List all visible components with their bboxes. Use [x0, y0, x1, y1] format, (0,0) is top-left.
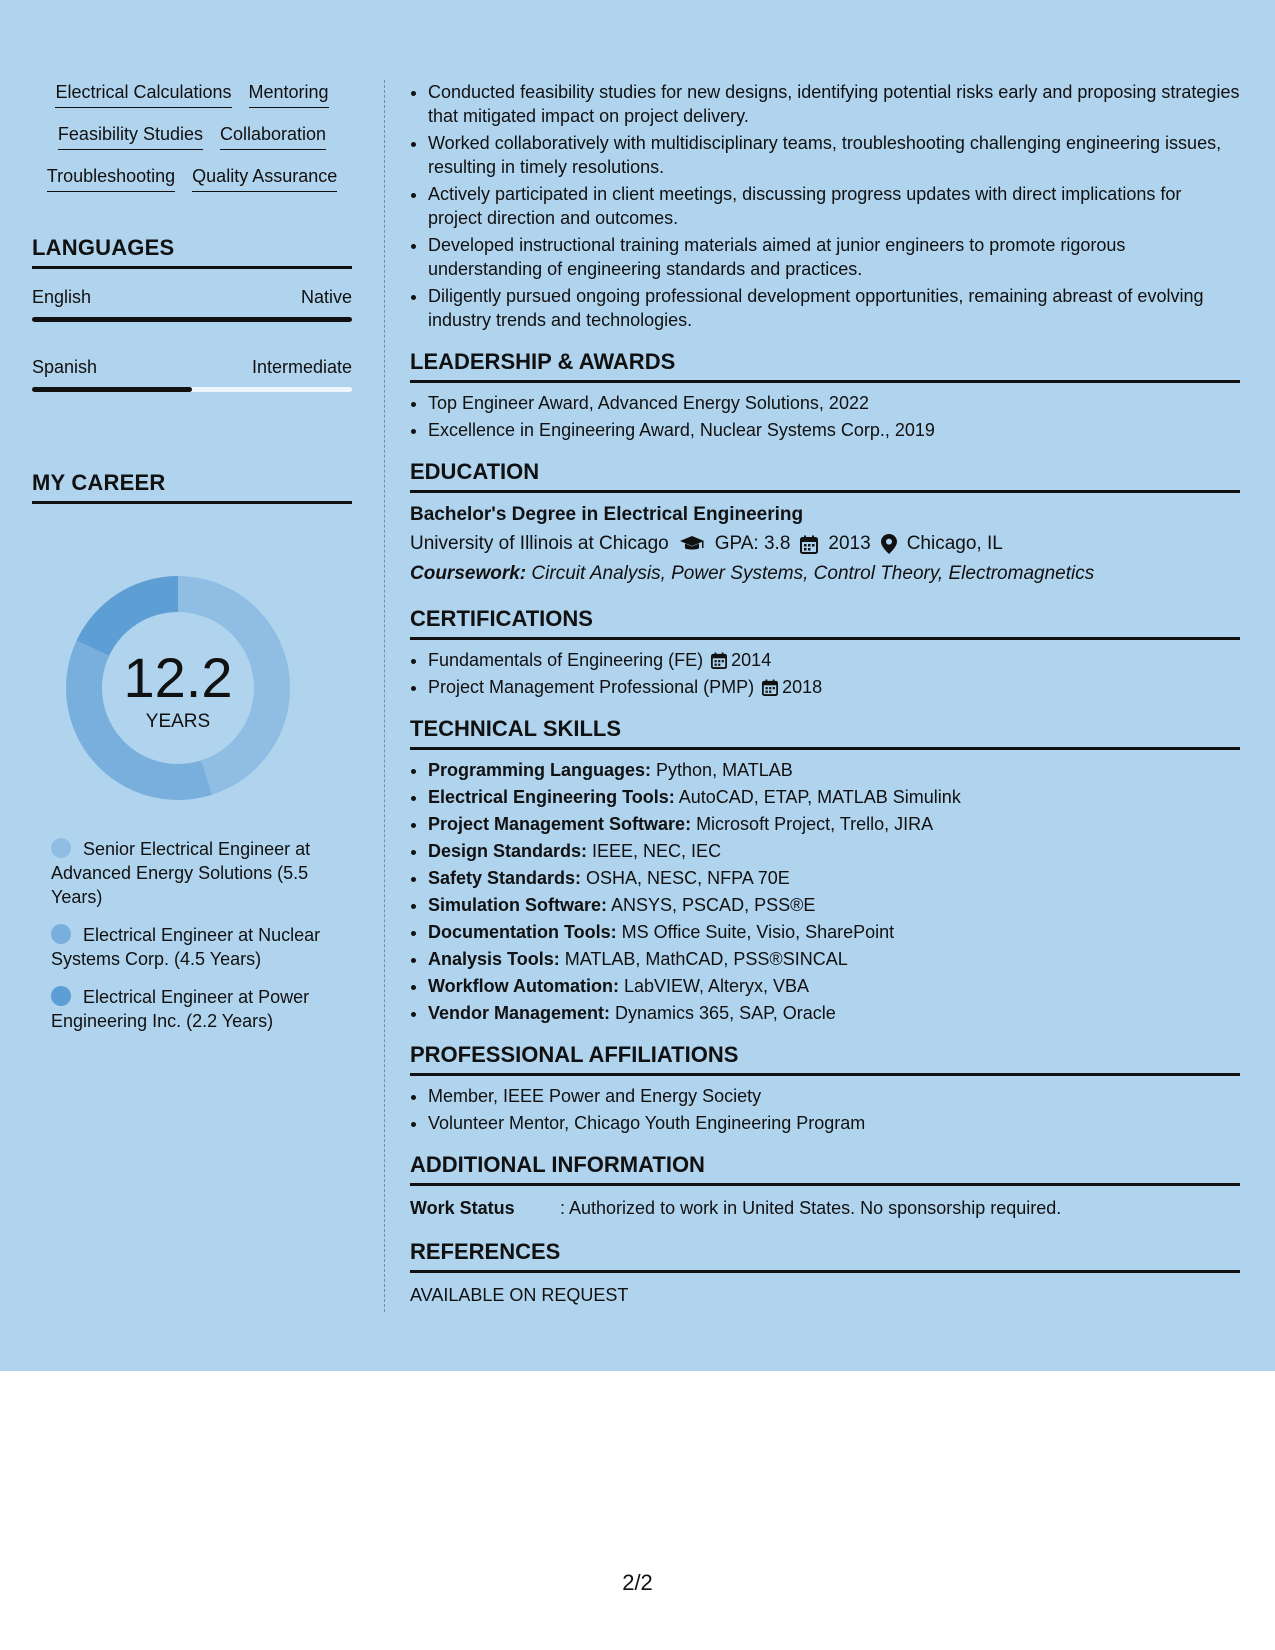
additional-info-title: ADDITIONAL INFORMATION	[410, 1151, 1240, 1186]
career-item	[51, 923, 331, 971]
language-name: English	[32, 287, 92, 307]
left-column	[32, 80, 352, 1031]
column-divider	[384, 80, 385, 1312]
language-bar-fill	[32, 387, 192, 392]
skill-tag: Mentoring	[249, 80, 329, 108]
technical-skill-item	[428, 866, 1240, 890]
language-row	[32, 355, 352, 379]
certification-year: 2014	[731, 650, 772, 670]
leadership-title: LEADERSHIP & AWARDS	[410, 348, 1240, 383]
education-school: University of Illinois at Chicago	[410, 533, 669, 554]
technical-skill-item	[428, 839, 1240, 863]
technical-skill-label: Project Management Software:	[428, 814, 692, 834]
technical-skill-label: Documentation Tools:	[428, 922, 617, 942]
career-years-unit: YEARS	[145, 711, 211, 732]
skill-tag: Feasibility Studies	[58, 122, 203, 150]
experience-bullet: • Developed instructional training materials aimed at junior engineers to promote rigorous understanding of engineering standards and practices.	[428, 233, 1240, 281]
education-coursework	[410, 559, 1240, 589]
technical-skill-item	[428, 893, 1240, 917]
language-row	[32, 285, 352, 309]
right-column	[410, 80, 1240, 1309]
technical-skill-label: Electrical Engineering Tools:	[428, 787, 675, 807]
career-title: MY CAREER	[32, 469, 352, 504]
education-location: Chicago, IL	[906, 533, 1003, 554]
technical-skills-list	[410, 758, 1240, 1025]
technical-skill-label: Simulation Software:	[428, 895, 608, 915]
career-list	[51, 837, 331, 1047]
technical-skill-value: Dynamics 365, SAP, Oracle	[610, 1003, 836, 1023]
languages-title: LANGUAGES	[32, 234, 352, 269]
technical-skills-title: TECHNICAL SKILLS	[410, 715, 1240, 750]
certification-name: • Project Management Professional (PMP)	[428, 677, 755, 697]
language-level: Intermediate	[251, 357, 352, 377]
skill-tags	[32, 80, 352, 192]
experience-bullets	[410, 80, 1240, 332]
work-status-value: : Authorized to work in United States. No sponsorship required.	[560, 1198, 1062, 1218]
certification-item	[428, 675, 1240, 699]
calendar-icon	[711, 652, 727, 669]
affiliations-list	[410, 1084, 1240, 1135]
experience-bullet: • Diligently pursued ongoing professional development opportunities, remaining abreast of evolving industry trends and technologies.	[428, 284, 1240, 332]
education-title: EDUCATION	[410, 458, 1240, 493]
career-item	[51, 985, 331, 1033]
technical-skill-value: MS Office Suite, Visio, SharePoint	[616, 922, 895, 942]
education-year: 2013	[828, 533, 871, 554]
affiliations-title: PROFESSIONAL AFFILIATIONS	[410, 1041, 1240, 1076]
certifications-title: CERTIFICATIONS	[410, 605, 1240, 640]
career-item-label: Electrical Engineer at Power Engineering Inc. (2.2 Years)	[51, 987, 310, 1031]
language-bar-fill	[32, 317, 352, 322]
technical-skill-value: OSHA, NESC, NFPA 70E	[581, 868, 790, 888]
references-text: AVAILABLE ON REQUEST	[410, 1285, 629, 1305]
language-name: Spanish	[32, 357, 98, 377]
leadership-item: • Excellence in Engineering Award, Nuclear Systems Corp., 2019	[428, 418, 1240, 442]
technical-skill-label: Safety Standards:	[428, 868, 582, 888]
skill-tag: Electrical Calculations	[55, 80, 231, 108]
leadership-list	[410, 391, 1240, 442]
references-title: REFERENCES	[410, 1238, 1240, 1273]
education-gpa: GPA: 3.8	[714, 533, 791, 554]
technical-skill-value: Microsoft Project, Trello, JIRA	[691, 814, 934, 834]
calendar-icon	[762, 679, 778, 696]
technical-skill-value: AutoCAD, ETAP, MATLAB Simulink	[674, 787, 961, 807]
experience-bullet: • Actively participated in client meetings, discussing progress updates with direct implications for project direction and outcomes.	[428, 182, 1240, 230]
technical-skill-value: LabVIEW, Alteryx, VBA	[618, 976, 810, 996]
page-number: 2/2	[622, 1570, 653, 1595]
technical-skill-item	[428, 785, 1240, 809]
language-bar	[32, 387, 352, 392]
coursework-label: Coursework:	[410, 563, 527, 584]
affiliation-item: • Volunteer Mentor, Chicago Youth Engineering Program	[428, 1111, 1240, 1135]
career-section	[32, 469, 352, 504]
technical-skill-item	[428, 1001, 1240, 1025]
career-legend-dot	[51, 838, 71, 858]
career-item-label: Electrical Engineer at Nuclear Systems Corp. (4.5 Years)	[51, 925, 321, 969]
experience-bullet: • Conducted feasibility studies for new designs, identifying potential risks early and proposing strategies that mitigated impact on project delivery.	[428, 80, 1240, 128]
language-bar	[32, 317, 352, 322]
education-degree: Bachelor's Degree in Electrical Engineering	[410, 504, 804, 525]
technical-skill-item	[428, 920, 1240, 944]
skill-tag: Troubleshooting	[47, 164, 175, 192]
experience-bullet: • Worked collaboratively with multidisciplinary teams, troubleshooting challenging engineering issues, resulting in timely resolutions.	[428, 131, 1240, 179]
affiliation-item: • Member, IEEE Power and Energy Society	[428, 1084, 1240, 1108]
technical-skill-label: Design Standards:	[428, 841, 588, 861]
technical-skill-value: IEEE, NEC, IEC	[587, 841, 722, 861]
skill-tag: Collaboration	[220, 122, 326, 150]
career-total-years: 12.2	[123, 646, 233, 709]
career-donut-label	[66, 576, 290, 800]
technical-skill-label: Analysis Tools:	[428, 949, 560, 969]
skill-tag: Quality Assurance	[192, 164, 337, 192]
graduation-cap-icon	[679, 535, 705, 553]
leadership-item: • Top Engineer Award, Advanced Energy Solutions, 2022	[428, 391, 1240, 415]
career-legend-dot	[51, 986, 71, 1006]
technical-skill-item	[428, 758, 1240, 782]
language-level: Native	[300, 287, 352, 307]
career-item-label: Senior Electrical Engineer at Advanced Energy Solutions (5.5 Years)	[51, 839, 311, 907]
location-pin-icon	[881, 534, 897, 554]
technical-skill-item	[428, 812, 1240, 836]
technical-skill-label: Vendor Management:	[428, 1003, 611, 1023]
calendar-icon	[800, 535, 818, 554]
career-legend-dot	[51, 924, 71, 944]
certification-year: 2018	[782, 677, 823, 697]
technical-skill-value: Python, MATLAB	[651, 760, 793, 780]
work-status-row	[410, 1194, 1240, 1222]
technical-skill-item	[428, 974, 1240, 998]
technical-skill-item	[428, 947, 1240, 971]
career-item	[51, 837, 331, 909]
coursework-value: Circuit Analysis, Power Systems, Control Theory, Electromagnetics	[526, 563, 1095, 584]
technical-skill-value: ANSYS, PSCAD, PSS®E	[607, 895, 816, 915]
technical-skill-value: MATLAB, MathCAD, PSS®SINCAL	[559, 949, 848, 969]
languages-section	[32, 234, 352, 392]
technical-skill-label: Programming Languages:	[428, 760, 652, 780]
certifications-list	[410, 648, 1240, 699]
technical-skill-label: Workflow Automation:	[428, 976, 619, 996]
education-details	[410, 529, 1240, 559]
work-status-label: Work Status	[410, 1198, 515, 1218]
certification-name: • Fundamentals of Engineering (FE)	[428, 650, 704, 670]
certification-item	[428, 648, 1240, 672]
